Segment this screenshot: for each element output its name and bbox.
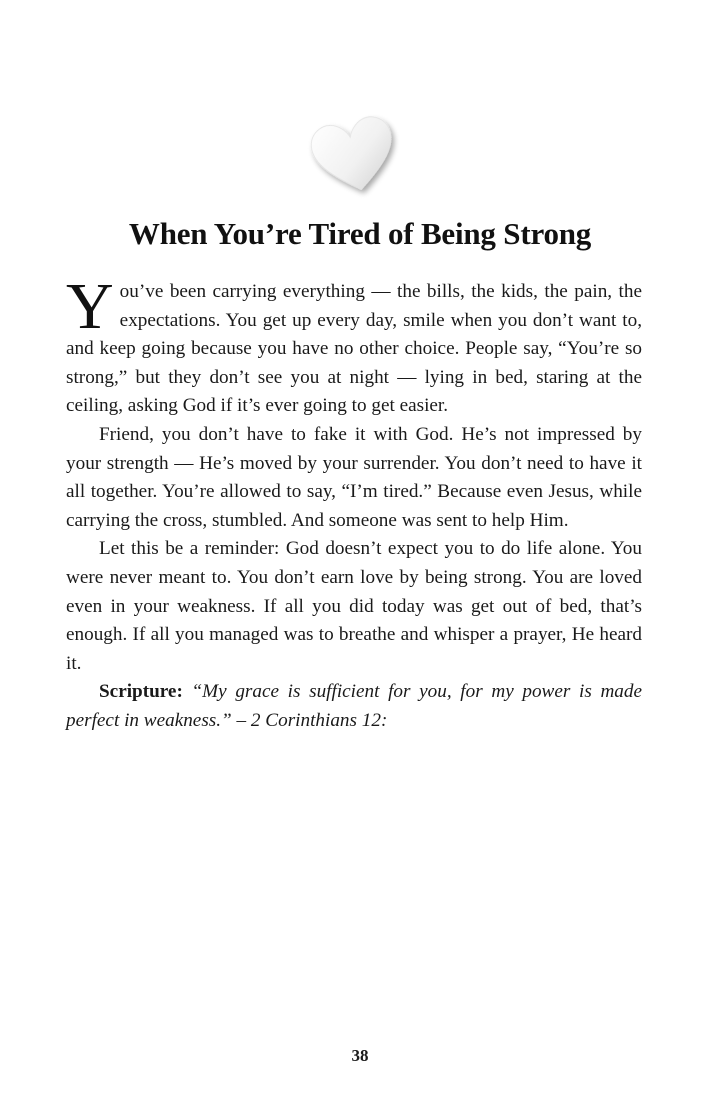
body-text	[66, 270, 643, 736]
paragraph-1-text: ou’ve been carrying everything — the bills, the kids, the pain, the expectations. You get up every day, smile when you don’t want to, and keep going because you have no other choice. People say, “You’re so strong,” but they don’t see you at night — lying in bed, staring at the ceiling, asking God if it’s ever going to get easier.	[66, 281, 642, 417]
page-number: 38	[351, 1046, 369, 1065]
scripture-paragraph	[66, 678, 642, 735]
drop-cap: Y	[66, 270, 114, 343]
scripture-label: Scripture:	[99, 681, 183, 703]
paragraph-3: Let this be a reminder: God doesn’t expect you to do life alone. You were never meant to. You don’t earn love by being strong. You are loved even in your weakness. If all you did today was get out of bed, that’s enough. If all you managed was to breathe and whisper a prayer, He heard it.	[66, 538, 642, 674]
heart-icon	[306, 110, 402, 200]
chapter-title: When You’re Tired of Being Strong	[128, 216, 592, 251]
scripture-quote: “My grace is sufficient for you, for my power is made perfect in weakness.” – 2 Corinthians 12:	[66, 681, 643, 731]
paragraph-2: Friend, you don’t have to fake it with God. He’s not impressed by your strength — He’s moved by your surrender. You don’t need to have it all together. You’re allowed to say, “I’m tired.” Because even Jesus, while carrying the cross, stumbled. And someone was sent to help Him.	[66, 423, 642, 531]
paragraph-1	[66, 270, 642, 421]
